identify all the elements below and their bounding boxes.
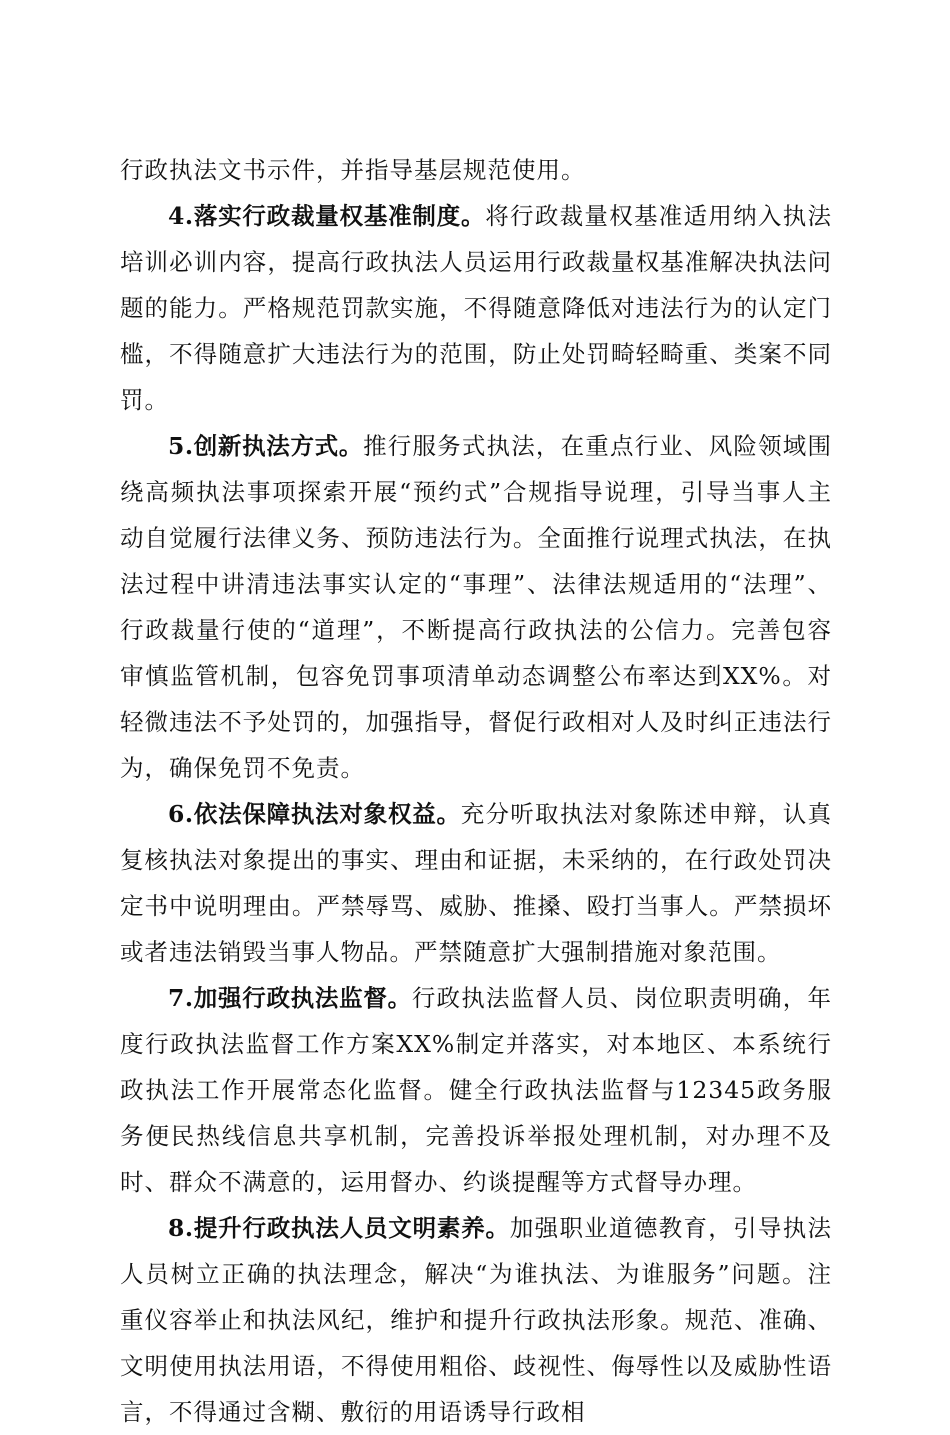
paragraph-body: 行政执法文书示件，并指导基层规范使用。	[120, 156, 586, 184]
paragraph-body: 充分听取执法对象陈述申辩，认真复核执法对象提出的事实、理由和证据，未采纳的，在行政处罚决定书中说明理由。严禁辱骂、威胁、推搡、殴打当事人。严禁损坏或者违法销毁当事人物品。严禁随意扩大强制措施对象范围。	[120, 800, 832, 966]
paragraph-heading: 4.落实行政裁量权基准制度。	[168, 202, 486, 230]
paragraph-body: 推行服务式执法，在重点行业、风险领域围绕高频执法事项探索开展“预约式”合规指导说理，引导当事人主动自觉履行法律义务、预防违法行为。全面推行说理式执法，在执法过程中讲清违法事实认定的“事理”、法律法规适用的“法理”、行政裁量行使的“道理”，不断提高行政执法的公信力。完善包容审慎监管机制，包容免罚事项清单动态调整公布率达到XX%。对轻微违法不予处罚的，加强指导，督促行政相对人及时纠正违法行为，确保免罚不免责。	[120, 432, 832, 782]
paragraph-heading: 5.创新执法方式。	[168, 432, 364, 460]
paragraph-item-6	[120, 791, 832, 975]
paragraph-heading: 7.加强行政执法监督。	[168, 984, 412, 1012]
paragraph-continuation	[120, 147, 832, 193]
paragraph-item-7	[120, 975, 832, 1205]
paragraph-body: 行政执法监督人员、岗位职责明确，年度行政执法监督工作方案XX%制定并落实，对本地区、本系统行政执法工作开展常态化监督。健全行政执法监督与12345政务服务便民热线信息共享机制，完善投诉举报处理机制，对办理不及时、群众不满意的，运用督办、约谈提醒等方式督导办理。	[120, 984, 832, 1196]
document-page	[120, 147, 832, 1435]
paragraph-item-8	[120, 1205, 832, 1435]
paragraph-heading: 6.依法保障执法对象权益。	[168, 800, 461, 828]
paragraph-item-4	[120, 193, 832, 423]
paragraph-item-5	[120, 423, 832, 791]
paragraph-body: 加强职业道德教育，引导执法人员树立正确的执法理念，解决“为谁执法、为谁服务”问题。注重仪容举止和执法风纪，维护和提升行政执法形象。规范、准确、文明使用执法用语，不得使用粗俗、歧视性、侮辱性以及威胁性语言，不得通过含糊、敷衍的用语诱导行政相	[120, 1214, 832, 1426]
paragraph-body: 将行政裁量权基准适用纳入执法培训必训内容，提高行政执法人员运用行政裁量权基准解决执法问题的能力。严格规范罚款实施，不得随意降低对违法行为的认定门槛，不得随意扩大违法行为的范围，防止处罚畸轻畸重、类案不同罚。	[120, 202, 832, 414]
paragraph-heading: 8.提升行政执法人员文明素养。	[168, 1214, 510, 1242]
